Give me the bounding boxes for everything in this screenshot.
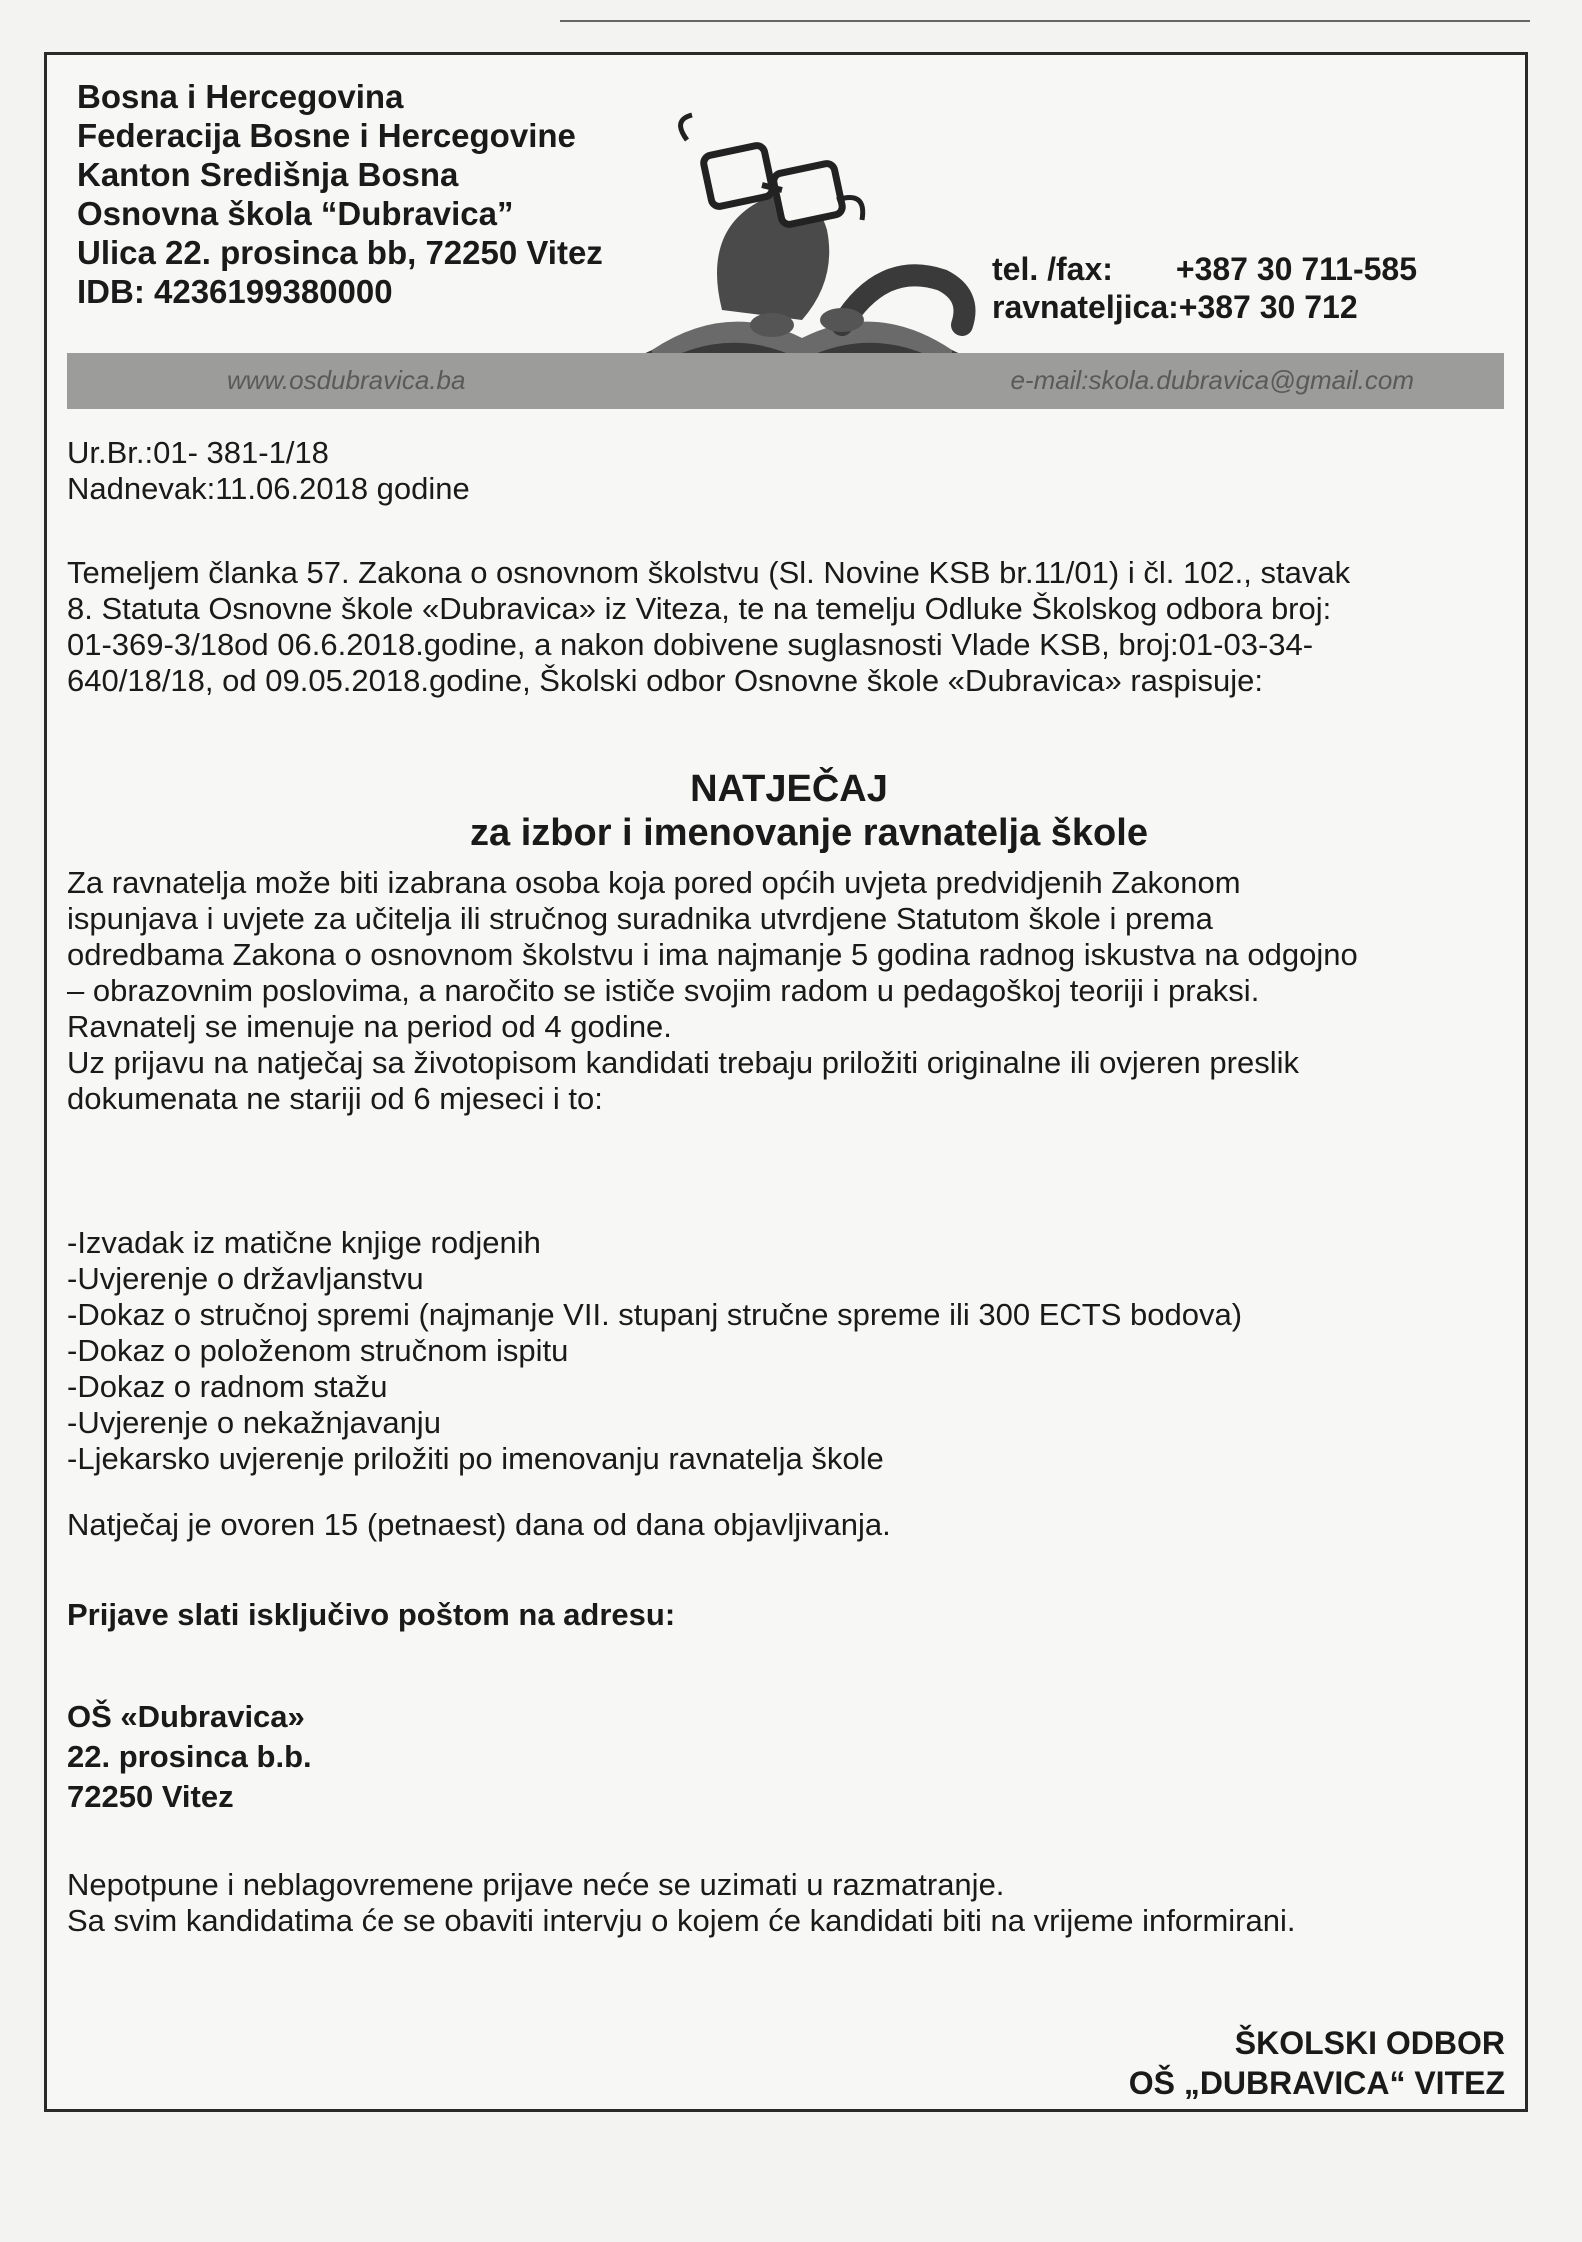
tel-label: tel. /fax: <box>992 251 1113 287</box>
requirements-line: ispunjava i uvjete za učitelja ili stručnog suradnika utvrdjene Statutom škole i prema <box>67 901 1213 936</box>
address-line: 72250 Vitez <box>67 1779 234 1814</box>
signature-line: ŠKOLSKI ODBOR <box>1234 2025 1505 2061</box>
list-item: -Dokaz o radnom stažu <box>67 1369 388 1404</box>
requirements-paragraph <box>67 865 1507 1117</box>
header-line: Osnovna škola “Dubravica” <box>77 195 514 232</box>
closing-line: Sa svim kandidatima će se obaviti intervju o kojem će kandidati biti na vrijeme informirani. <box>67 1903 1296 1938</box>
intro-line: 640/18/18, od 09.05.2018.godine, Školski odbor Osnovne škole «Dubravica» raspisuje: <box>67 663 1264 698</box>
deadline-text: Natječaj je ovoren 15 (petnaest) dana od dana objavljivanja. <box>67 1507 891 1542</box>
title-line-2: za izbor i imenovanje ravnatelja škole <box>470 812 1148 854</box>
closing-paragraph <box>67 1867 1507 1939</box>
intro-line: 8. Statuta Osnovne škole «Dubravica» iz Viteza, te na temelju Odluke Školskog odbora broj: <box>67 591 1332 626</box>
title-line-1: NATJEČAJ <box>690 768 888 810</box>
header-line: Ulica 22. prosinca bb, 72250 Vitez <box>77 234 603 271</box>
reference-number: Ur.Br.:01- 381-1/18 <box>67 435 329 470</box>
list-item: -Uvjerenje o nekažnjavanju <box>67 1405 441 1440</box>
reference-date: Nadnevak:11.06.2018 godine <box>67 471 470 506</box>
header-line: Kanton Središnja Bosna <box>77 156 459 193</box>
signature-block <box>1129 2023 1505 2103</box>
signature-line: OŠ „DUBRAVICA“ VITEZ <box>1128 2065 1505 2101</box>
address-line: 22. prosinca b.b. <box>67 1739 312 1774</box>
address-line: OŠ «Dubravica» <box>67 1699 305 1734</box>
intro-line: 01-369-3/18od 06.6.2018.godine, a nakon dobivene suglasnosti Vlade KSB, broj:01-03-34- <box>67 627 1314 662</box>
header-line: Federacija Bosne i Hercegovine <box>77 117 576 154</box>
web-email-banner <box>67 353 1504 409</box>
send-instructions: Prijave slati isključivo poštom na adresu: <box>67 1597 676 1632</box>
tel-value: +387 30 711-585 <box>1175 251 1418 287</box>
school-header <box>77 77 603 311</box>
phone-row <box>992 250 1417 288</box>
requirements-line: Ravnatelj se imenuje na period od 4 godine. <box>67 1009 672 1044</box>
reference-block <box>67 435 1507 507</box>
email-text: e-mail:skola.dubravica@gmail.com <box>1010 365 1414 395</box>
requirements-line: dokumenata ne stariji od 6 mjeseci i to: <box>67 1081 603 1116</box>
requirements-line: Za ravnatelja može biti izabrana osoba koja pored općih uvjeta predvidjenih Zakonom <box>67 865 1241 900</box>
list-item: -Dokaz o položenom stručnom ispitu <box>67 1333 569 1368</box>
list-item: -Dokaz o stručnoj spremi (najmanje VII. stupanj stručne spreme ili 300 ECTS bodova) <box>67 1297 1243 1332</box>
contact-info <box>992 250 1417 326</box>
intro-paragraph <box>67 555 1507 699</box>
closing-line: Nepotpune i neblagovremene prijave neće se uzimati u razmatranje. <box>67 1867 1005 1902</box>
job-notice <box>44 52 1528 2112</box>
notice-title <box>47 767 1531 855</box>
list-item: -Uvjerenje o državljanstvu <box>67 1261 424 1296</box>
requirements-line: – obrazovnim poslovima, a naročito se ističe svojim radom u pedagoškoj teoriji i praksi. <box>67 973 1260 1008</box>
principal-phone: ravnateljica:+387 30 712 <box>992 289 1358 325</box>
documents-list <box>67 1225 1507 1477</box>
postal-address <box>67 1697 1507 1817</box>
page-top-rule <box>560 20 1530 22</box>
header-line: Bosna i Hercegovina <box>77 78 404 115</box>
website-text: www.osdubravica.ba <box>227 365 466 395</box>
requirements-line: Uz prijavu na natječaj sa životopisom kandidati trebaju priložiti originalne ili ovjeren preslik <box>67 1045 1299 1080</box>
list-item: -Ljekarsko uvjerenje priložiti po imenovanju ravnatelja škole <box>67 1441 884 1476</box>
header-line: IDB: 4236199380000 <box>77 273 393 310</box>
intro-line: Temeljem članka 57. Zakona o osnovnom školstvu (Sl. Novine KSB br.11/01) i čl. 102., stavak <box>67 555 1351 590</box>
list-item: -Izvadak iz matične knjige rodjenih <box>67 1225 541 1260</box>
requirements-line: odredbama Zakona o osnovnom školstvu i ima najmanje 5 godina radnog iskustva na odgojno <box>67 937 1358 972</box>
